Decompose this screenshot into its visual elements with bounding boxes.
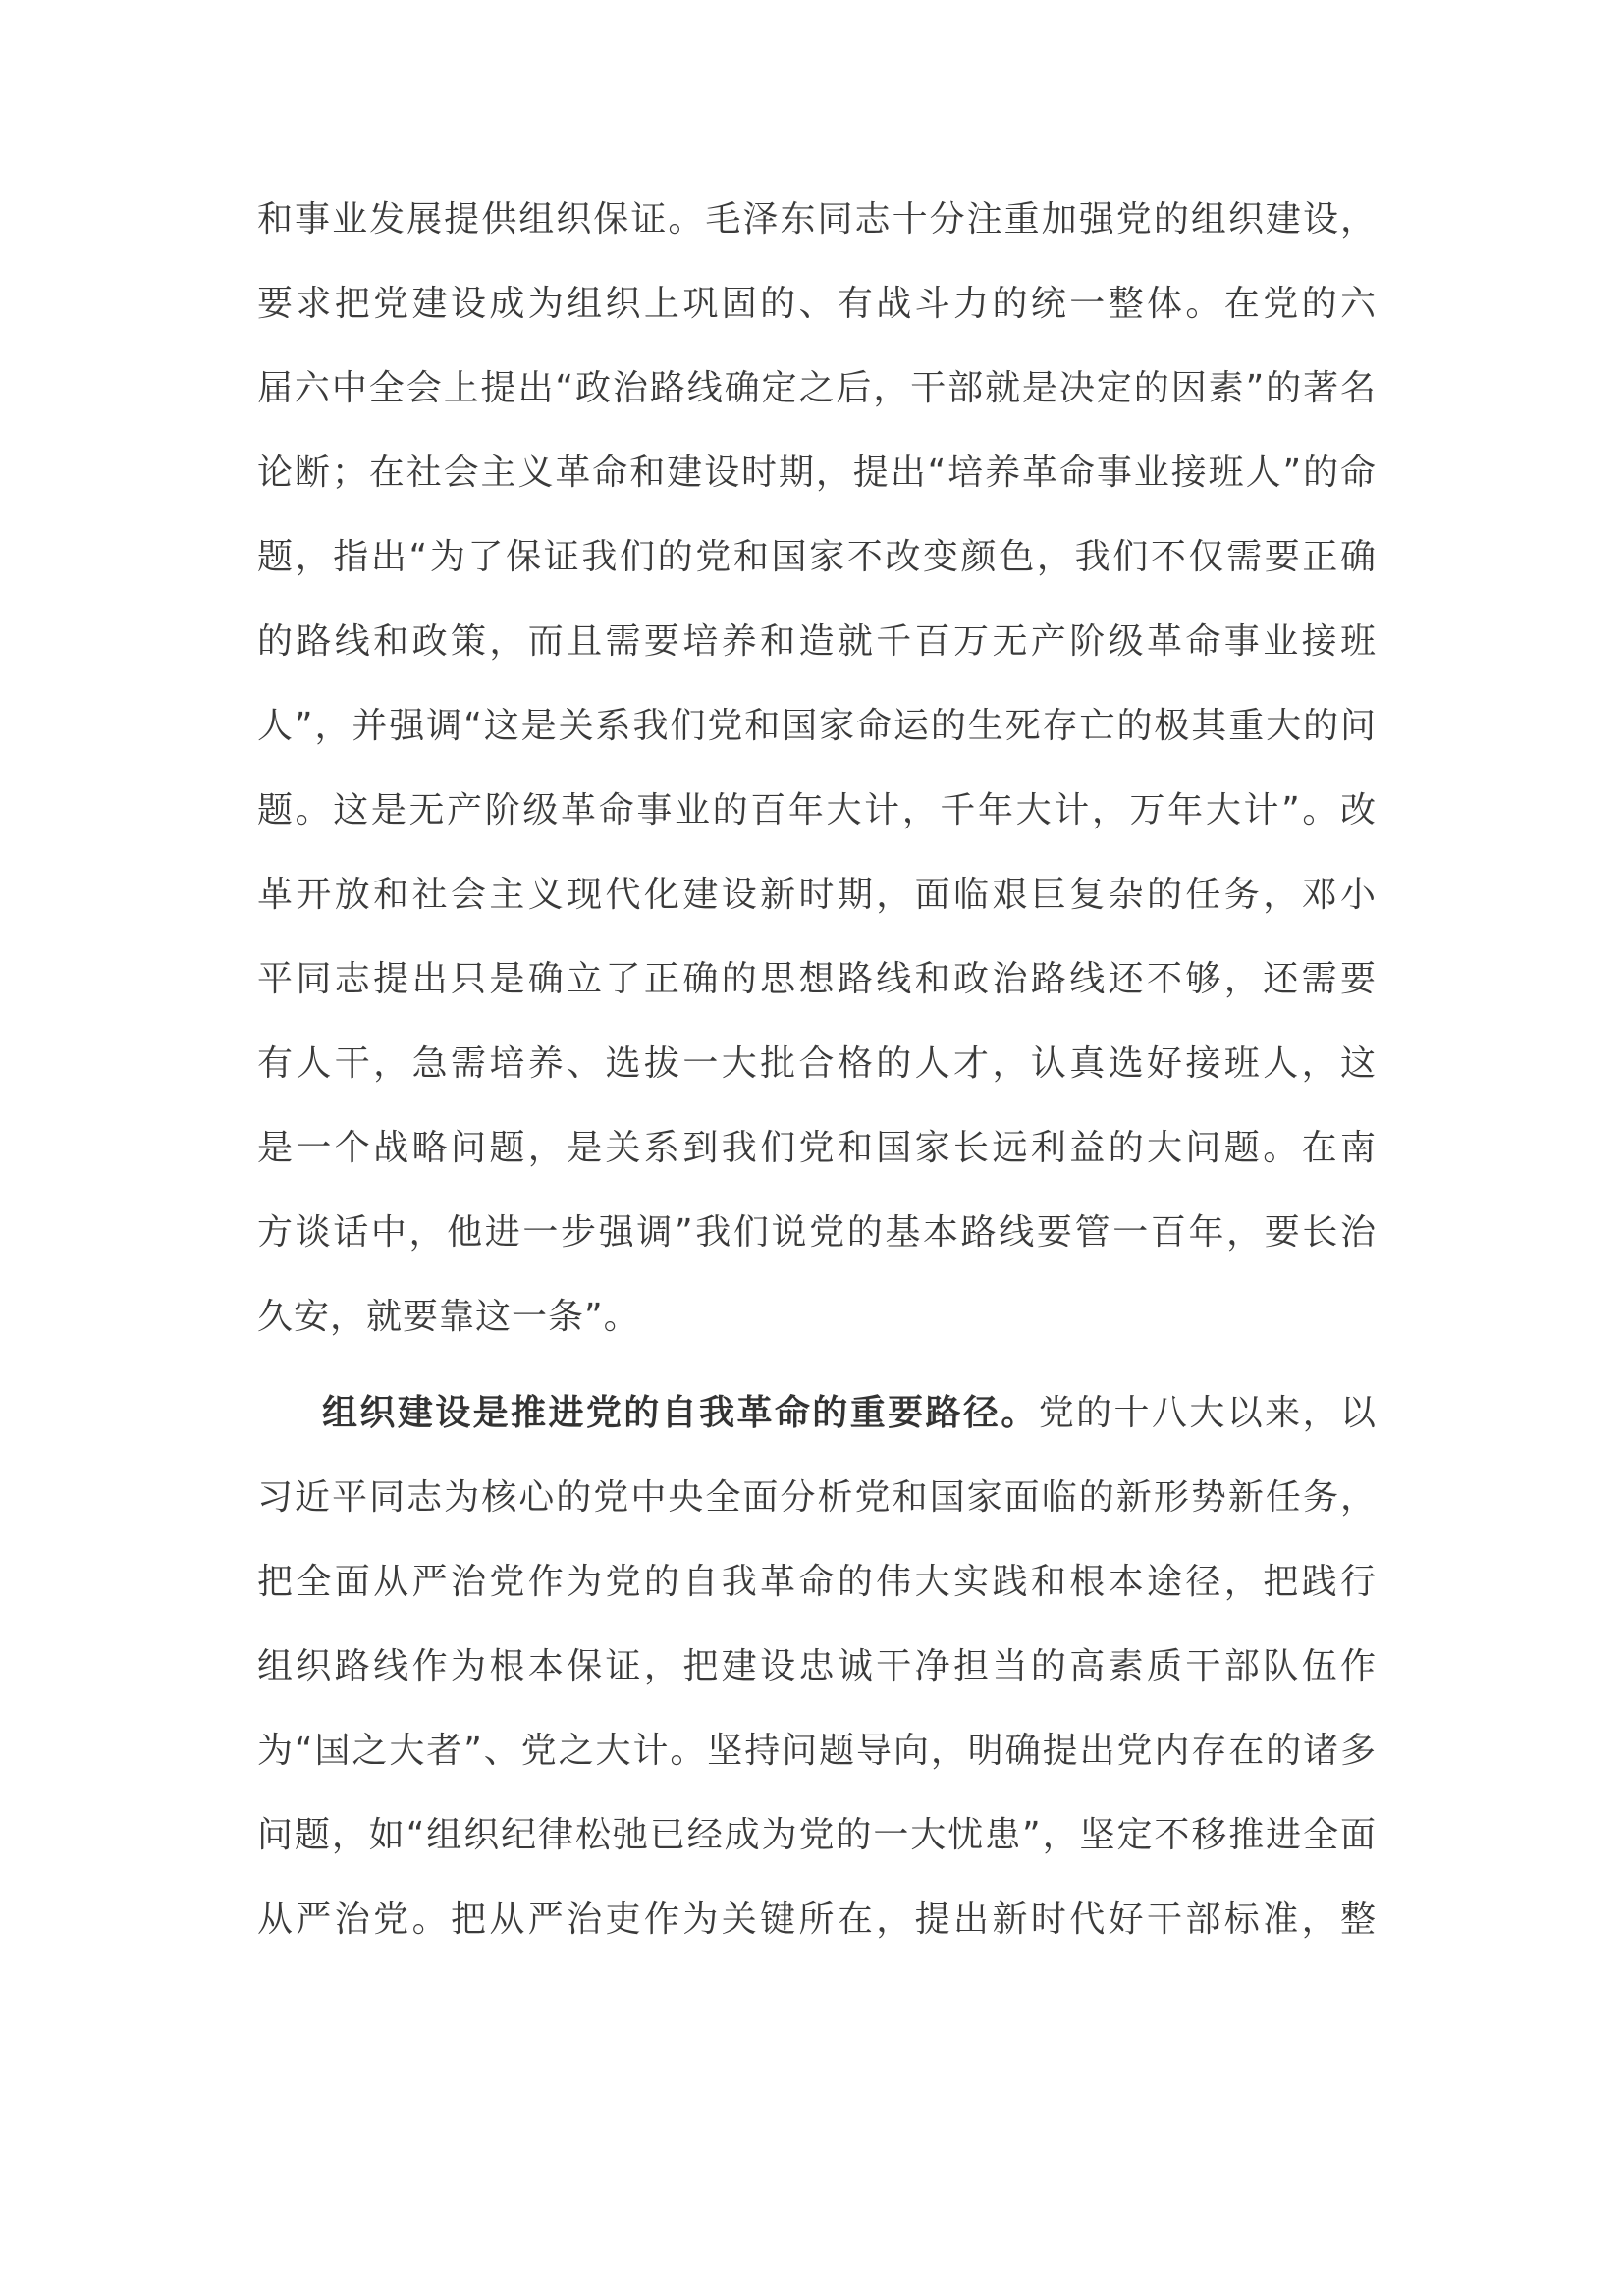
paragraph-2-line-4: 组织路线作为根本保证，把建设忠诚干净担当的高素质干部队伍作 — [257, 1646, 1377, 1686]
paragraph-1-line-3: 届六中全会上提出“政治路线确定之后，干部就是决定的因素”的著名 — [257, 368, 1377, 408]
paragraph-1-line-9: 革开放和社会主义现代化建设新时期，面临艰巨复杂的任务，邓小 — [257, 875, 1377, 915]
paragraph-1-line-13: 方谈话中，他进一步强调”我们说党的基本路线要管一百年，要长治 — [257, 1212, 1377, 1253]
paragraph-1-line-12: 是一个战略问题，是关系到我们党和国家长远利益的大问题。在南 — [257, 1128, 1377, 1168]
paragraph-1-line-2: 要求把党建设成为组织上巩固的、有战斗力的统一整体。在党的六 — [257, 284, 1377, 324]
paragraph-2-line-3: 把全面从严治党作为党的自我革命的伟大实践和根本途径，把践行 — [257, 1562, 1377, 1602]
paragraph-2-line-6: 问题，如“组织纪律松弛已经成为党的一大忧患”，坚定不移推进全面 — [257, 1815, 1377, 1855]
paragraph-2-first-line-rest: 党的十八大以来，以 — [1038, 1393, 1377, 1433]
paragraph-1-line-5: 题，指出“为了保证我们的党和国家不改变颜色，我们不仅需要正确 — [257, 537, 1377, 577]
paragraph-2-heading: 组织建设是推进党的自我革命的重要路径。 — [322, 1393, 1039, 1433]
paragraph-2-line-1 — [322, 1384, 1377, 1443]
paragraph-1-line-1: 和事业发展提供组织保证。毛泽东同志十分注重加强党的组织建设， — [257, 199, 1377, 240]
paragraph-1-line-6: 的路线和政策，而且需要培养和造就千百万无产阶级革命事业接班 — [257, 621, 1377, 662]
paragraph-2-line-2: 习近平同志为核心的党中央全面分析党和国家面临的新形势新任务， — [257, 1477, 1377, 1518]
paragraph-1-line-11: 有人干，急需培养、选拔一大批合格的人才，认真选好接班人，这 — [257, 1043, 1377, 1084]
paragraph-2-line-7: 从严治党。把从严治吏作为关键所在，提出新时代好干部标准，整 — [257, 1899, 1377, 1940]
paragraph-1-line-7: 人”，并强调“这是关系我们党和国家命运的生死存亡的极其重大的问 — [257, 706, 1377, 746]
paragraph-2-line-5: 为“国之大者”、党之大计。坚持问题导向，明确提出党内存在的诸多 — [257, 1731, 1377, 1771]
paragraph-1-line-4: 论断；在社会主义革命和建设时期，提出“培养革命事业接班人”的命 — [257, 453, 1377, 493]
paragraph-1-line-14: 久安，就要靠这一条”。 — [257, 1297, 640, 1337]
paragraph-1-line-8: 题。这是无产阶级革命事业的百年大计，千年大计，万年大计”。改 — [257, 790, 1377, 830]
paragraph-1-line-10: 平同志提出只是确立了正确的思想路线和政治路线还不够，还需要 — [257, 959, 1377, 999]
